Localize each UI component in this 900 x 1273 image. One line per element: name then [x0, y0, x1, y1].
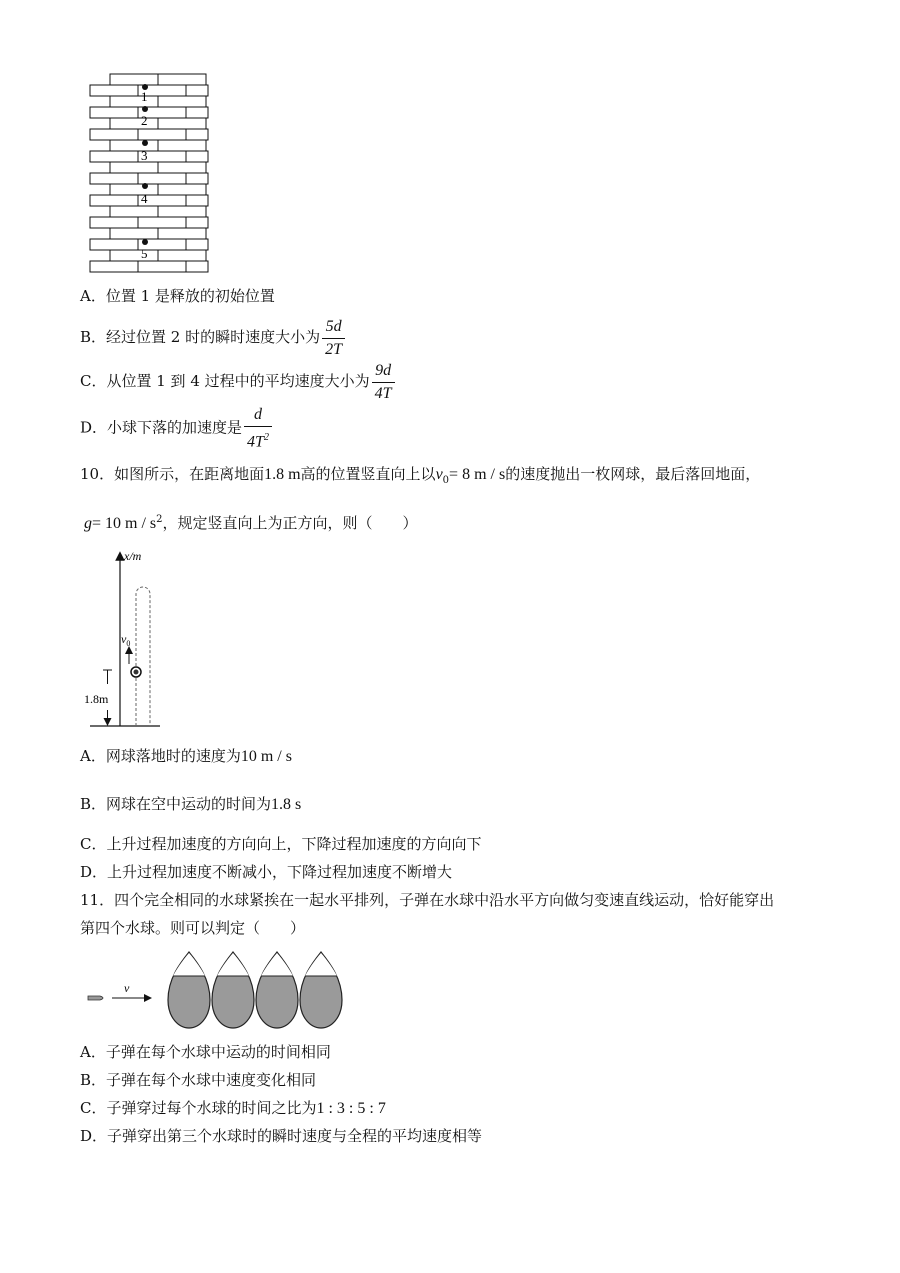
water-balloons: [168, 952, 342, 1028]
q10-option-b: B．网球在空中运动的时间为1.8 s: [80, 795, 302, 813]
brick: [90, 173, 138, 184]
q11-option-c: C．子弹穿过每个水球的时间之比为1 : 3 : 5 : 7: [80, 1099, 386, 1117]
ball-dot: [142, 183, 148, 189]
q10-stem-line1: 10．如图所示，在距离地面1.8 m高的位置竖直向上以$v_0= 8$ m / s的速度抛出一枚网球，最后落回地面，: [80, 465, 761, 486]
brick: [110, 250, 158, 261]
brick: [90, 217, 138, 228]
q10-option-a: A．网球落地时的速度为10 m / s: [80, 747, 292, 765]
tennis-ball-figure: [80, 546, 180, 732]
q11-option-d: D．子弹穿出第三个水球时的瞬时速度与全程的平均速度相等: [80, 1127, 483, 1145]
brick: [110, 184, 158, 195]
axis-label: x/m: [124, 549, 142, 563]
brick: [138, 217, 186, 228]
brick: [90, 195, 138, 206]
q9-b-fraction: $\frac{5d}{2T}$: [322, 316, 345, 361]
brick: [186, 107, 208, 118]
brick: [110, 228, 158, 239]
bullet: [88, 996, 103, 1000]
brick: [90, 107, 138, 118]
brick: [186, 129, 208, 140]
ball-trajectory: [136, 587, 150, 726]
q9-d-fraction: $\frac{d}{4T^2}$: [244, 404, 272, 453]
brick: [186, 151, 208, 162]
bullet-velocity-label: v: [124, 981, 130, 995]
brick: [90, 261, 138, 272]
brick: [138, 173, 186, 184]
brick: [138, 129, 186, 140]
q11-stem-line2: 第四个水球。则可以判定（ ）: [80, 919, 306, 937]
q11-option-a: A．子弹在每个水球中运动的时间相同: [80, 1043, 331, 1061]
wall-label-1: 1: [141, 89, 148, 104]
water-balloons-figure: [84, 948, 344, 1032]
brick: [186, 261, 208, 272]
wall-label-5: 5: [141, 246, 148, 261]
q10-option-d: D．上升过程加速度不断减小，下降过程加速度不断增大: [80, 863, 453, 881]
ball-dot: [142, 140, 148, 146]
brick: [158, 96, 206, 107]
brick: [158, 140, 206, 151]
brick: [158, 118, 206, 129]
wall-label-3: 3: [141, 148, 148, 163]
brick: [158, 162, 206, 173]
brick: [110, 140, 158, 151]
wall-label-4: 4: [141, 191, 148, 206]
brick: [158, 184, 206, 195]
brick-wall-figure: [86, 72, 212, 278]
q9-option-b: B．经过位置 2 时的瞬时速度大小为 $\frac{5d}{2T}$: [80, 314, 345, 361]
brick: [110, 74, 158, 85]
brick: [90, 151, 138, 162]
brick: [110, 118, 158, 129]
q11-option-b: B．子弹在每个水球中速度变化相同: [80, 1071, 317, 1089]
balloon-air-gap: [305, 953, 337, 976]
brick: [158, 228, 206, 239]
brick: [158, 250, 206, 261]
q11-stem-line1: 11．四个完全相同的水球紧挨在一起水平排列，子弹在水球中沿水平方向做匀变速直线运动，恰好能穿出: [80, 891, 775, 909]
brick: [186, 173, 208, 184]
brick: [158, 206, 206, 217]
balloon-air-gap: [173, 953, 205, 976]
brick: [90, 85, 138, 96]
brick: [186, 195, 208, 206]
brick: [90, 239, 138, 250]
brick: [138, 261, 186, 272]
velocity-label: $v_0$: [121, 632, 131, 648]
height-label: 1.8m: [84, 692, 109, 706]
q9-option-a: A．位置 1 是释放的初始位置: [80, 287, 275, 305]
balloon-air-gap: [261, 953, 293, 976]
brick: [110, 162, 158, 173]
q9-option-c: C．从位置 1 到 4 过程中的平均速度大小为 $\frac{9d}{4T}$: [80, 358, 395, 405]
q10-stem-line2: g= 10 m / $s^2$，规定竖直向上为正方向，则（ ）: [84, 514, 418, 532]
brick-rows: [90, 74, 208, 272]
brick: [90, 129, 138, 140]
wall-label-2: 2: [141, 113, 148, 128]
q9-c-fraction: $\frac{9d}{4T}$: [372, 360, 395, 405]
ball-dot: [142, 239, 148, 245]
balloon-air-gap: [217, 953, 249, 976]
q9-option-d: D．小球下落的加速度是 $\frac{d}{4T^2}$: [80, 404, 272, 453]
brick: [158, 74, 206, 85]
brick: [186, 217, 208, 228]
brick: [186, 85, 208, 96]
brick: [186, 239, 208, 250]
ball-dot: [142, 106, 148, 112]
brick: [110, 96, 158, 107]
q10-option-c: C．上升过程加速度的方向向上，下降过程加速度的方向向下: [80, 835, 482, 853]
brick: [110, 206, 158, 217]
